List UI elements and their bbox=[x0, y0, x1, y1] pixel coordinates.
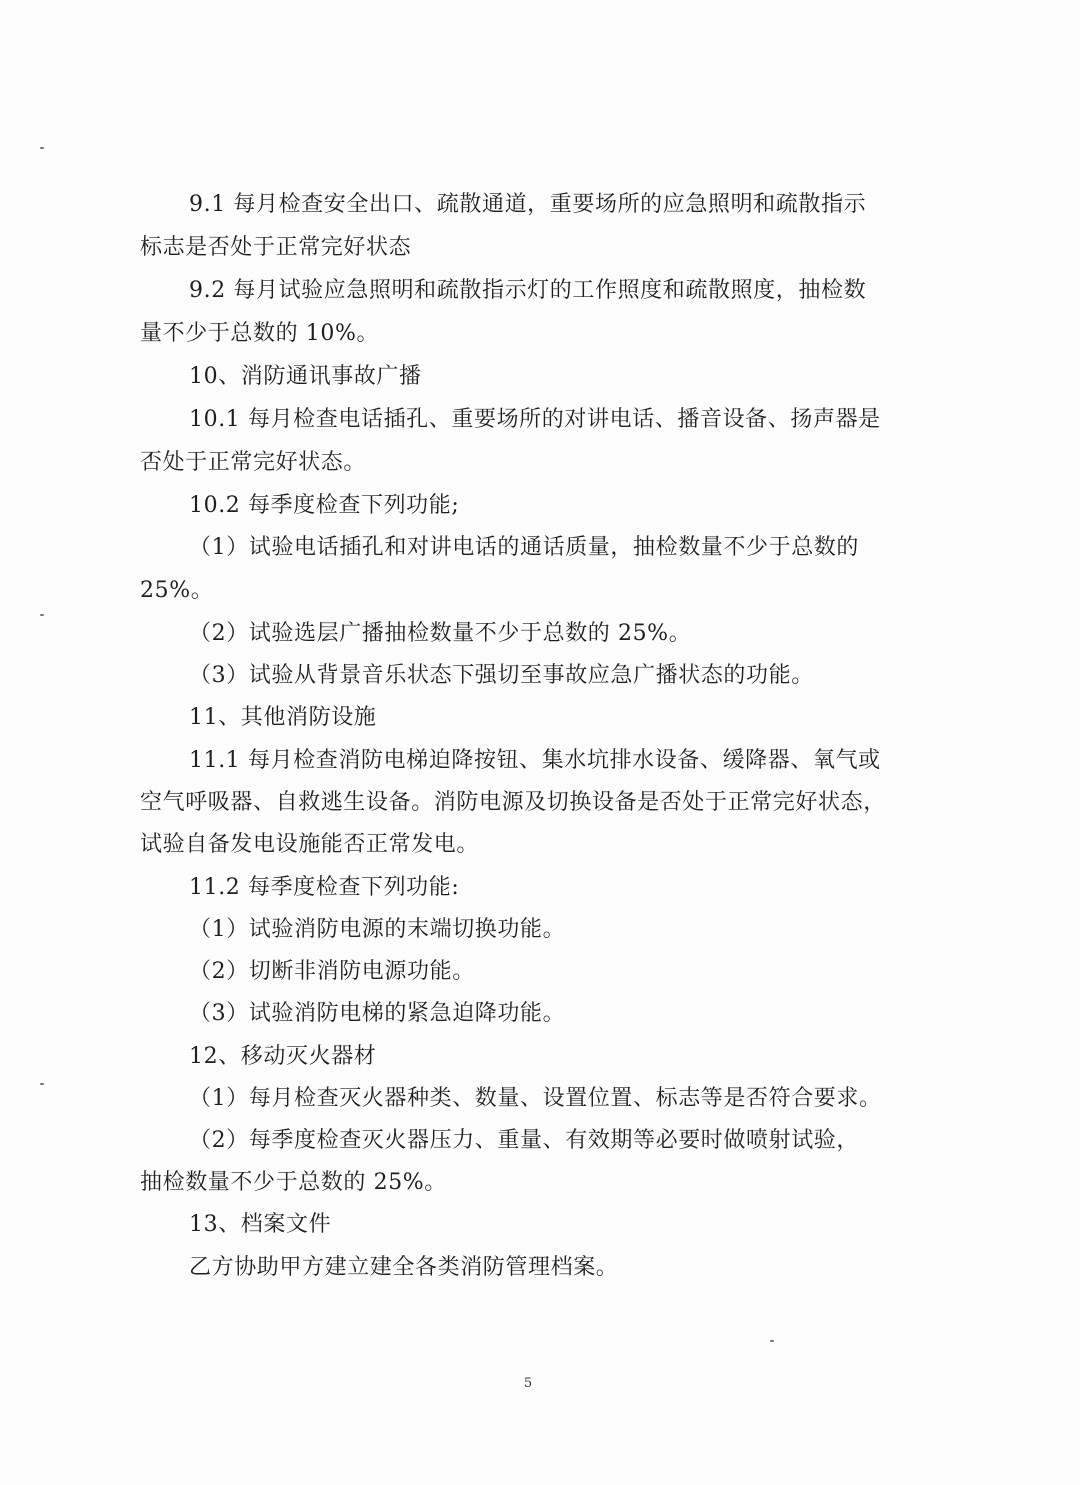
section-heading: 10、消防通讯事故广播 bbox=[189, 364, 422, 389]
text-line: 9.1 每月检查安全出口、疏散通道，重要场所的应急照明和疏散指示 bbox=[189, 192, 867, 217]
list-item: （2）每季度检查灭火器压力、重量、有效期等必要时做喷射试验， bbox=[189, 1128, 859, 1153]
text-line: 空气呼吸器、自救逃生设备。消防电源及切换设备是否处于正常完好状态， bbox=[140, 790, 886, 815]
scan-speck bbox=[40, 1083, 44, 1085]
text-line: 试验自备发电设施能否正常发电。 bbox=[140, 832, 480, 857]
list-item: （1）试验消防电源的末端切换功能。 bbox=[189, 917, 566, 942]
text-line: 否处于正常完好状态。 bbox=[140, 450, 367, 475]
scan-speck bbox=[770, 1340, 774, 1342]
text-line: 9.2 每月试验应急照明和疏散指示灯的工作照度和疏散照度，抽检数 bbox=[189, 278, 867, 303]
list-item: （1）试验电话插孔和对讲电话的通话质量，抽检数量不少于总数的 bbox=[189, 535, 859, 560]
text-line: 标志是否处于正常完好状态 bbox=[140, 235, 412, 260]
list-item: （1）每月检查灭火器种类、数量、设置位置、标志等是否符合要求。 bbox=[189, 1086, 882, 1111]
section-heading: 11、其他消防设施 bbox=[189, 705, 377, 730]
text-line: 11.2 每季度检查下列功能: bbox=[189, 875, 460, 900]
scan-speck bbox=[40, 614, 44, 616]
section-heading: 13、档案文件 bbox=[189, 1212, 332, 1237]
text-line: 量不少于总数的 10%。 bbox=[140, 321, 380, 346]
list-item: （3）试验消防电梯的紧急迫降功能。 bbox=[189, 1001, 566, 1026]
list-item: （3）试验从背景音乐状态下强切至事故应急广播状态的功能。 bbox=[189, 663, 814, 688]
scan-speck bbox=[40, 147, 44, 149]
text-line: 乙方协助甲方建立建全各类消防管理档案。 bbox=[189, 1255, 619, 1280]
text-line: 25%。 bbox=[140, 578, 214, 603]
text-line: 抽检数量不少于总数的 25%。 bbox=[140, 1170, 447, 1195]
page-number: 5 bbox=[523, 1376, 533, 1391]
text-line: 10.1 每月检查电话插孔、重要场所的对讲电话、播音设备、扬声器是 bbox=[189, 407, 881, 432]
list-item: （2）切断非消防电源功能。 bbox=[189, 959, 475, 984]
list-item: （2）试验选层广播抽检数量不少于总数的 25%。 bbox=[189, 621, 692, 646]
section-heading: 12、移动灭火器材 bbox=[189, 1044, 377, 1069]
text-line: 11.1 每月检查消防电梯迫降按钮、集水坑排水设备、缓降器、氧气或 bbox=[189, 748, 881, 773]
text-line: 10.2 每季度检查下列功能; bbox=[189, 493, 460, 518]
